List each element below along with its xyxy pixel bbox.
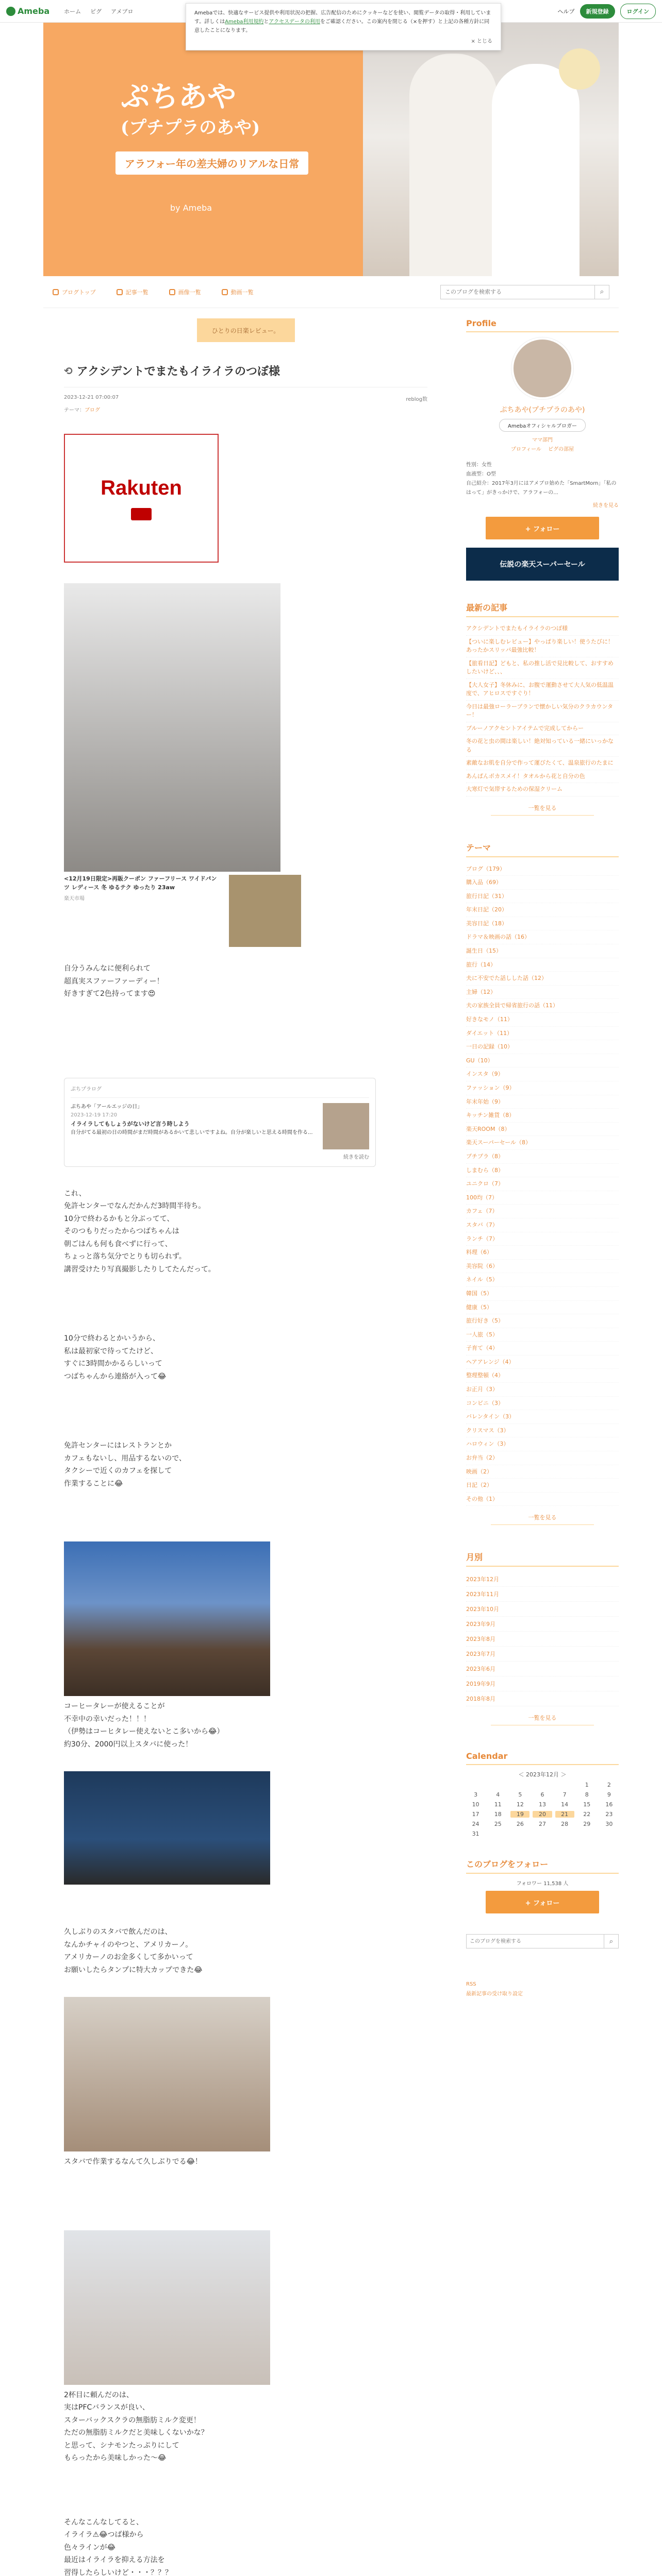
theme-item[interactable]: 楽天ROOM（8） xyxy=(466,1123,619,1137)
theme-item[interactable]: コンビニ（3） xyxy=(466,1397,619,1411)
theme-item[interactable]: 日記（2） xyxy=(466,1479,619,1493)
recent-item[interactable]: ブルーノアクセントアイテムで完成してからー xyxy=(466,722,619,736)
main-column xyxy=(64,318,427,2576)
cookie-text-2: と xyxy=(263,19,269,25)
blog-brand: by Ameba xyxy=(170,203,212,213)
calendar-grid xyxy=(466,1782,619,1837)
recent-item[interactable]: 【ついに楽しむレビュー】やっぱり楽しい！使うたびに！あったかスリッパ最強比較！ xyxy=(466,636,619,657)
nav-label: ブログトップ xyxy=(62,289,96,296)
side-search xyxy=(466,1934,619,1948)
theme-item[interactable]: 旅行日記（31） xyxy=(466,890,619,904)
month-more[interactable]: 一覧を見る xyxy=(491,1714,594,1725)
profile-name[interactable]: ぷちあや(プチプラのあや) xyxy=(500,406,585,414)
calendar-day[interactable]: 6 xyxy=(540,1791,544,1799)
rakuten-logo: Rakuten xyxy=(101,476,182,499)
theme-item[interactable]: 誕生日（15） xyxy=(466,944,619,958)
entry-meta xyxy=(64,395,427,402)
calendar-month[interactable]: ＜ 2023年12月 ＞ xyxy=(518,1771,567,1778)
theme-item[interactable]: GU（10） xyxy=(466,1054,619,1068)
blog-search xyxy=(440,285,609,299)
product-meta xyxy=(64,875,219,902)
theme-item[interactable]: 夫の家族全員で帰省旅行の話（11） xyxy=(466,999,619,1013)
theme-item[interactable]: プチプラ（8） xyxy=(466,1150,619,1164)
recent-item[interactable]: 素敵なお肌を自分で作って運びたくて、温泉旅行のたまに xyxy=(466,757,619,770)
theme-item[interactable]: しまむら（8） xyxy=(466,1164,619,1178)
calendar-day[interactable]: 26 xyxy=(516,1821,524,1828)
terms-link[interactable]: Ameba利用規約 xyxy=(225,19,264,25)
theme-item[interactable]: 韓国（5） xyxy=(466,1287,619,1301)
month-item[interactable]: 2023年9月 xyxy=(466,1617,619,1632)
entry-date: 2023-12-21 07:00:07 xyxy=(64,395,119,400)
calendar-day[interactable]: 18 xyxy=(494,1811,502,1818)
theme-item[interactable]: 年末年始（9） xyxy=(466,1095,619,1109)
image-icon xyxy=(169,289,175,295)
nav-label: 動画一覧 xyxy=(230,289,254,296)
theme-item[interactable]: 100均（7） xyxy=(466,1191,619,1205)
recent-more[interactable]: 一覧を見る xyxy=(491,804,594,816)
sidebar xyxy=(466,318,619,1999)
calendar-day xyxy=(466,1782,485,1788)
month-item[interactable]: 2023年6月 xyxy=(466,1662,619,1676)
calendar-day[interactable]: 3 xyxy=(474,1791,478,1799)
theme-item[interactable]: お正月（3） xyxy=(466,1383,619,1397)
content-wrap xyxy=(43,308,619,2576)
cookie-text-1: Amebaでは、快適なサービス提供や利用状況の把握、広告配信のためにクッキーなどを使い、閲覧データの取得・利用しています。詳しくは xyxy=(194,10,491,25)
theme-item[interactable]: 健康（5） xyxy=(466,1301,619,1315)
calendar-day[interactable]: 4 xyxy=(496,1791,500,1799)
nav-videos[interactable] xyxy=(222,288,254,296)
theme-item[interactable]: 好きなモノ（11） xyxy=(466,1013,619,1027)
recent-list xyxy=(466,622,619,796)
nav-label: 記事一覧 xyxy=(125,289,148,296)
calendar-day[interactable]: 27 xyxy=(538,1821,546,1828)
calendar-day[interactable]: 8 xyxy=(585,1791,589,1799)
paragraph-7: スタバで作業するなんて久しぶりでる😂！ xyxy=(64,2158,202,2166)
theme-item[interactable]: 料理（6） xyxy=(466,1246,619,1260)
search-icon[interactable]: ⌕ xyxy=(595,285,609,299)
recent-item[interactable]: 今日は最強ローラーブランで懐かしい気分のクラカウンター！ xyxy=(466,701,619,722)
calendar-day[interactable]: 10 xyxy=(472,1801,479,1808)
theme-item[interactable]: キッチン雑貨（8） xyxy=(466,1109,619,1123)
paragraph-1: 自分うみんなに便利られて 超真実スファーファーディー！ 好きすぎて2色持ってます😍 xyxy=(64,964,164,998)
theme-item[interactable]: 夫に不安でた話しした話（12） xyxy=(466,972,619,986)
bouquet xyxy=(559,48,600,90)
month-item[interactable]: 2023年12月 xyxy=(466,1572,619,1587)
bride-figure xyxy=(492,64,580,276)
home-icon xyxy=(53,289,59,295)
calendar-heading: Calendar xyxy=(466,1751,619,1765)
recent-item[interactable]: 【大人女子】冬休みに、お腹で運動させて大人気の低温温度で、アヒロスですぐり！ xyxy=(466,679,619,701)
nav-label: 画像一覧 xyxy=(178,289,201,296)
entry-theme xyxy=(64,405,427,413)
paragraph-6: 久しぶりのスタバで飲んだのは、 なんかチャイのやつと、アメリカーノ。 アメリカーノのお金多くして多かいって お願いしたらタンプに特大カップできた😂 xyxy=(64,1928,203,1974)
theme-item[interactable]: バレンタイン（3） xyxy=(466,1410,619,1424)
theme-item[interactable]: 映画（2） xyxy=(466,1465,619,1479)
quote-read-more[interactable]: 続きを読む xyxy=(343,1154,369,1160)
calendar-day[interactable]: 30 xyxy=(605,1821,613,1828)
quote-date: 2023-12-19 17:20 xyxy=(71,1112,118,1118)
theme-item[interactable]: ブログ（179） xyxy=(466,862,619,876)
cookie-notice xyxy=(186,3,501,50)
access-data-link[interactable]: アクセスデータの利用 xyxy=(269,19,320,25)
theme-more[interactable]: 一覧を見る xyxy=(491,1513,594,1525)
calendar-day[interactable]: 29 xyxy=(583,1821,591,1828)
rakuten-ad[interactable] xyxy=(64,434,219,563)
cart-icon xyxy=(131,508,152,520)
quoted-post-wrap xyxy=(64,1078,427,1167)
blog-title: ぷちあや xyxy=(121,80,236,114)
paragraph-9: そんなこんなしてると、 イライラ⚠😂つば様から 色々ラインが😂 最近はイライラを抑える方法を 習得したらしいけど・・・？？？ xyxy=(64,2518,172,2576)
product-name[interactable]: <12月19日限定>再販クーポン ファーフリース ワイドパンツ レディース 冬 ゆるテク ゆったり 23aw xyxy=(64,875,217,891)
blog-header[interactable] xyxy=(43,23,619,276)
register-button[interactable]: 新規登録 xyxy=(580,4,615,19)
calendar-day[interactable]: 25 xyxy=(494,1821,502,1828)
official-badge: Amebaオフィシャルブロガー xyxy=(499,419,586,432)
rss-links xyxy=(466,1979,619,1999)
top-right xyxy=(558,4,656,19)
entry-title-text[interactable]: アクシデントでまたもイライラのつぼ様 xyxy=(76,365,280,378)
quote-title[interactable]: イライラしてもしょうがないけど言う時しよう xyxy=(71,1120,190,1127)
theme-item[interactable]: カフェ（7） xyxy=(466,1205,619,1218)
follow-heading: このブログをフォロー xyxy=(466,1858,619,1874)
blog-subtitle: (プチプラのあや) xyxy=(121,117,260,138)
cookie-text-3: をご確認ください。この案内を閉じる（×を押す）と上記の各種方針に同意したことになります。 xyxy=(194,19,490,33)
photo-woman-with-suitcase xyxy=(64,583,280,872)
subscribe-link[interactable]: 最新記事の受け取り設定 xyxy=(466,1991,523,1997)
product-shop: 楽天市場 xyxy=(64,896,85,902)
photo-woman-with-cup xyxy=(64,1997,270,2151)
ad-banner[interactable] xyxy=(466,548,619,581)
calendar-day[interactable]: 1 xyxy=(585,1782,589,1789)
profile-links xyxy=(466,436,619,454)
profile-link[interactable]: プロフィール xyxy=(510,447,541,452)
theme-item[interactable]: 美容院（6） xyxy=(466,1260,619,1274)
couple-photo xyxy=(363,23,619,276)
theme-item[interactable]: インスタ（9） xyxy=(466,1067,619,1081)
month-item[interactable]: 2019年9月 xyxy=(466,1676,619,1691)
theme-item[interactable]: 子育て（4） xyxy=(466,1342,619,1355)
theme-item[interactable]: 旅行好き（5） xyxy=(466,1314,619,1328)
theme-item[interactable]: ドラマ＆映画の話（16） xyxy=(466,930,619,944)
profile-heading: Profile xyxy=(466,318,619,332)
quote-author: ぷちあや「アールエッジの日」 xyxy=(71,1104,143,1110)
theme-item[interactable]: ヘアアレンジ（4） xyxy=(466,1355,619,1369)
calendar-day[interactable]: 21 xyxy=(555,1811,574,1818)
theme-item[interactable]: 主婦（12） xyxy=(466,986,619,999)
calendar-day[interactable]: 7 xyxy=(562,1791,567,1799)
blog-nav xyxy=(43,276,619,308)
reblog-icon: ⟲ xyxy=(64,364,73,377)
calendar-day[interactable]: 31 xyxy=(472,1831,479,1838)
theme-item[interactable]: ネイル（5） xyxy=(466,1273,619,1287)
theme-item[interactable]: 一日の記録（10） xyxy=(466,1040,619,1054)
theme-item[interactable]: 美容日記（18） xyxy=(466,917,619,931)
logo-text: Ameba xyxy=(18,6,50,16)
nav-articles[interactable] xyxy=(117,288,148,296)
video-icon xyxy=(222,289,228,295)
blog-search-input[interactable] xyxy=(440,285,595,299)
recent-item[interactable]: 大寒灯で気帯するための保湿クリーム xyxy=(466,783,619,796)
calendar-day xyxy=(555,1782,574,1788)
quote-body: 自分がてる最初の日の時間がまだ時間があるかいて悲しいですよね。自分が楽しいと思える時間を作る... xyxy=(71,1129,313,1136)
theme-item[interactable]: お弁当（2） xyxy=(466,1451,619,1465)
calendar-day[interactable]: 23 xyxy=(605,1811,613,1818)
follower-count: フォロワー 11,538 人 xyxy=(516,1881,569,1887)
month-heading: 月別 xyxy=(466,1551,619,1567)
list-icon xyxy=(117,289,123,295)
nav-images[interactable] xyxy=(169,288,201,296)
calendar-day[interactable]: 14 xyxy=(561,1801,569,1808)
top-nav-home[interactable]: ホーム xyxy=(64,8,81,15)
theme-item[interactable]: 整理整頓（4） xyxy=(466,1369,619,1383)
recent-heading: 最新の記事 xyxy=(466,601,619,617)
theme-item[interactable]: ファッション（9） xyxy=(466,1081,619,1095)
paragraph-5: コーヒータレーが使えることが 不幸中の幸いだった！！！ （伊勢はコーヒタレー使えないとこ多いから😂） 約30分、2000円以上スタバに使った！ xyxy=(64,1702,224,1749)
follow-button-2[interactable]: + フォロー xyxy=(486,1891,599,1913)
search-icon[interactable]: ⌕ xyxy=(604,1934,619,1948)
theme-item[interactable]: スタバ（7） xyxy=(466,1218,619,1232)
month-list xyxy=(466,1572,619,1706)
theme-item[interactable]: 楽天スーパーセール（8） xyxy=(466,1136,619,1150)
profile-info: 性別：女性 血液型：O型 自己紹介：2017年3月にはアメブロ始めた「SmartMorn」「私のはって」がきっかけで、アラフォーの... xyxy=(466,462,617,496)
theme-item[interactable]: 一人旅（5） xyxy=(466,1328,619,1342)
calendar-day[interactable]: 9 xyxy=(607,1791,611,1799)
theme-item[interactable]: ランチ（7） xyxy=(466,1232,619,1246)
paragraph-4: 免許センターにはレストランとか カフェもないし、用品するないので、 タクシーで近くのカフェを探して 作業することに😂 xyxy=(64,1442,187,1488)
theme-item[interactable]: 購入品（69） xyxy=(466,876,619,890)
theme-list xyxy=(466,862,619,1506)
recent-item[interactable]: 冬の花と虫の間は楽しい！絶対知っている一緒にいっかなる xyxy=(466,735,619,757)
theme-link[interactable]: ブログ xyxy=(85,408,100,413)
profile-more-link[interactable]: 続きを見る xyxy=(593,503,619,509)
help-link[interactable]: ヘルプ xyxy=(557,8,575,15)
calendar-day xyxy=(510,1782,529,1788)
recent-item[interactable]: 【旅看日記】どもと、私の推し活で見比較して、おすすめしたいけど、、、 xyxy=(466,657,619,679)
theme-item[interactable]: クリスマス（3） xyxy=(466,1424,619,1438)
photo-coffee-cups xyxy=(64,1771,270,1885)
theme-item[interactable]: ダイエット（11） xyxy=(466,1027,619,1041)
quote-text xyxy=(71,1103,318,1149)
calendar-day[interactable]: 16 xyxy=(605,1801,613,1808)
theme-label: テーマ： xyxy=(64,408,85,413)
profile-category[interactable]: ママ部門 xyxy=(532,437,553,443)
product-card-1[interactable] xyxy=(64,875,301,947)
month-item[interactable]: 2023年8月 xyxy=(466,1632,619,1647)
calendar-day[interactable]: 15 xyxy=(583,1801,591,1808)
theme-item[interactable]: 年末日記（20） xyxy=(466,903,619,917)
nav-blog-top[interactable] xyxy=(53,288,96,296)
pigg-room-link[interactable]: ピグの部屋 xyxy=(548,447,574,452)
ameba-logo[interactable] xyxy=(6,6,49,16)
quote-inner xyxy=(71,1097,369,1149)
theme-item[interactable]: ハロウィン（3） xyxy=(466,1437,619,1451)
ad-text: 伝説の楽天スーパーセール xyxy=(500,561,585,569)
blog-tagline: アラフォー年の差夫婦のリアルな日常 xyxy=(115,151,308,175)
calendar-day[interactable]: 13 xyxy=(538,1801,546,1808)
month-item[interactable]: 2023年11月 xyxy=(466,1587,619,1602)
calendar-day[interactable]: 17 xyxy=(472,1811,479,1818)
reblog-count[interactable]: reblog数 xyxy=(406,397,427,402)
theme-item[interactable]: 旅行（14） xyxy=(466,958,619,972)
calendar-day[interactable]: 12 xyxy=(516,1801,524,1808)
top-nav-ameblo[interactable]: アメブロ xyxy=(111,8,134,15)
recent-item[interactable]: アクシデントでまたもイライラのつぼ様 xyxy=(466,622,619,636)
theme-item[interactable]: その他（1） xyxy=(466,1493,619,1506)
calendar-day[interactable]: 5 xyxy=(518,1791,522,1799)
photo-starbucks-storefront xyxy=(64,1541,270,1696)
side-search-input[interactable] xyxy=(466,1934,604,1948)
calendar-day[interactable]: 20 xyxy=(533,1811,552,1818)
login-button[interactable]: ログイン xyxy=(620,4,656,19)
rss-link[interactable]: RSS xyxy=(466,1981,476,1988)
month-item[interactable]: 2023年7月 xyxy=(466,1647,619,1662)
follow-button[interactable]: + フォロー xyxy=(486,517,599,539)
paragraph-8: 2杯目に頼んだのは、 実はPFCバランスが良い、 スターバックスクラの無脂肪ミルク変更！ ただの無脂肪ミルクだと美味しくないかな？ と思って、シナモンたっぷりにして もらったから美味しかった〜😂 xyxy=(64,2391,208,2462)
calendar-day[interactable]: 11 xyxy=(494,1801,502,1808)
month-item[interactable]: 2018年8月 xyxy=(466,1691,619,1706)
recent-item[interactable]: あんぱんポカスメイ！タオルから花と自分の色 xyxy=(466,770,619,784)
paragraph-3: 10分で終わるとかいうから、 私は最初家で待ってたけど、 すぐに3時間かかるらしいって つばちゃんから連絡が入って😂 xyxy=(64,1334,167,1381)
quoted-post-card[interactable] xyxy=(64,1078,376,1167)
paragraph-2: これ、 免許センターでなんだかんだ3時間半待ち。 10分で終わるかもと分ぶってて、 そのつもりだったからつばちゃんは 朝ごはんも何も食べずに行って、 ちょっと落ち気分でとりも切られず。 講習受けたり写真撮影したりしてたんだって。 xyxy=(64,1189,216,1274)
quote-label: ぷちプラログ xyxy=(71,1086,102,1092)
product-thumbnail[interactable] xyxy=(229,875,301,947)
top-nav-pigg[interactable]: ピグ xyxy=(90,8,102,15)
header-title-area xyxy=(43,23,363,276)
calendar-day[interactable]: 22 xyxy=(583,1811,591,1818)
calendar-day xyxy=(533,1782,552,1788)
quote-thumbnail xyxy=(323,1103,369,1149)
entry-title xyxy=(64,363,427,387)
month-item[interactable]: 2023年10月 xyxy=(466,1602,619,1617)
calendar-day[interactable]: 2 xyxy=(607,1782,611,1789)
ameba-logo-icon xyxy=(6,7,15,16)
groom-figure xyxy=(409,54,497,276)
theme-heading: テーマ xyxy=(466,841,619,857)
calendar-day[interactable]: 24 xyxy=(472,1821,479,1828)
top-nav xyxy=(64,7,133,15)
photo-mug-and-keyboard xyxy=(64,2230,270,2385)
avatar[interactable] xyxy=(511,337,573,399)
calendar-day[interactable]: 28 xyxy=(561,1821,569,1828)
calendar-day[interactable]: 19 xyxy=(510,1811,529,1818)
calendar-day xyxy=(488,1782,507,1788)
theme-item[interactable]: ユニクロ（7） xyxy=(466,1177,619,1191)
review-banner[interactable]: ひとりの日楽レビュー。 xyxy=(197,318,295,342)
cookie-close-button[interactable]: × とじる xyxy=(471,39,492,44)
